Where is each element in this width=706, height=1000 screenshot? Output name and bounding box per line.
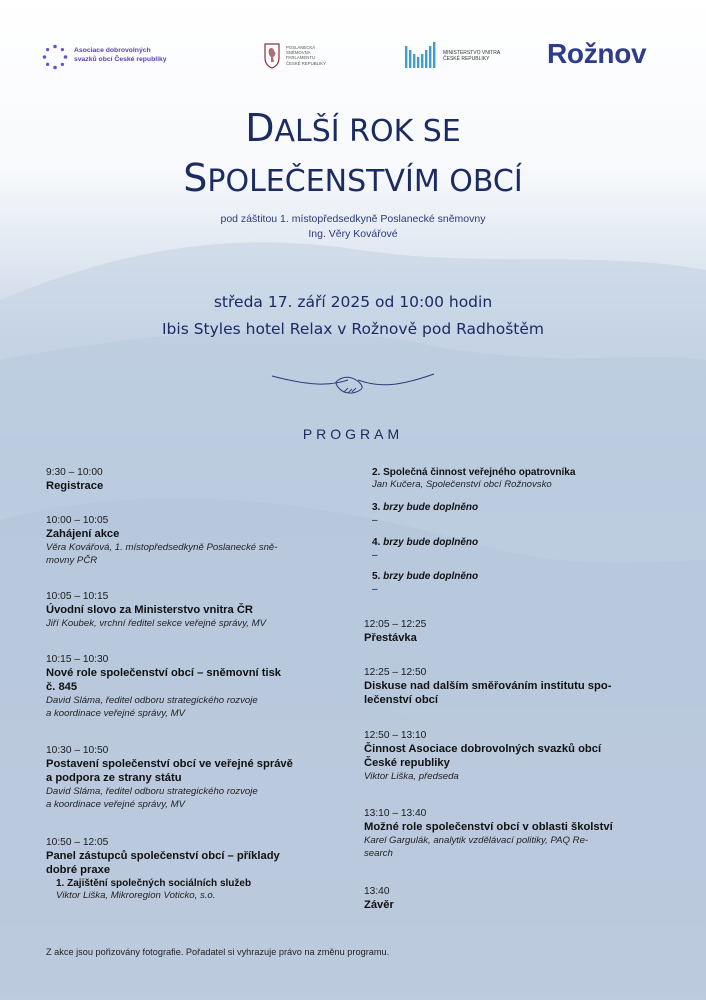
- program-heading: PROGRAM: [302, 426, 404, 442]
- item-time: 9:30 – 10:00: [46, 467, 103, 478]
- item-speaker: David Sláma, ředitel odboru strategického rozvoje: [46, 695, 258, 706]
- program-item: [46, 514, 346, 567]
- item-title: Panel zástupců společenství obcí – příklady: [46, 850, 280, 862]
- panel-subitem-speaker: Jan Kučera, Společenství obcí Rožnovsko: [372, 479, 552, 490]
- panel-subitem-speaker: Viktor Liška, Mikroregion Voticko, s.o.: [56, 890, 216, 901]
- subitem-number: 3.: [372, 502, 381, 513]
- association-name-line2: svazků obcí České republiky: [74, 55, 167, 63]
- item-time: 10:00 – 10:05: [46, 515, 109, 526]
- program-item: [364, 885, 664, 912]
- item-title: Přestávka: [364, 632, 417, 644]
- item-time: 13:10 – 13:40: [364, 808, 427, 819]
- program-item: [46, 590, 346, 630]
- parliament-name-line3: PARLAMENTU: [286, 55, 316, 61]
- panel-subitem: 1. Zajištění společných sociálních služeb: [56, 878, 252, 889]
- item-title: Možné role společenství obcí v oblasti školství: [364, 821, 613, 833]
- handshake-icon: [270, 366, 436, 402]
- item-time: 13:40: [364, 886, 390, 897]
- panel-subitem: [364, 466, 672, 491]
- item-speaker: search: [364, 848, 393, 859]
- subitem-dash: –: [372, 584, 378, 595]
- title-line1: DALŠÍ ROK SE: [245, 106, 461, 150]
- item-title: Nové role společenství obcí – sněmovní tisk: [46, 667, 282, 679]
- subitem-dash: –: [372, 550, 378, 561]
- subitem-placeholder: brzy bude doplněno: [383, 502, 479, 513]
- item-time: 12:25 – 12:50: [364, 667, 427, 678]
- panel-subitem: [364, 570, 672, 596]
- partner-logos: [0, 38, 706, 78]
- footer-note: Z akce jsou pořizovány fotografie. Pořadatel si vyhrazuje právo na změnu programu.: [46, 947, 390, 957]
- item-speaker: David Sláma, ředitel odboru strategického rozvoje: [46, 786, 258, 797]
- item-time: 12:05 – 12:25: [364, 619, 427, 630]
- item-title: Činnost Asociace dobrovolných svazků obcí: [364, 743, 602, 755]
- program-item: [46, 744, 346, 811]
- subitem-number: 5.: [372, 571, 381, 582]
- program-item: [46, 653, 346, 720]
- ministry-name-line2: ČESKÉ REPUBLIKY: [443, 56, 490, 62]
- subitem-placeholder: brzy bude doplněno: [383, 571, 479, 582]
- association-logo: [42, 42, 212, 72]
- item-title: č. 845: [46, 681, 78, 693]
- item-speaker: movny PČR: [46, 555, 98, 566]
- event-date: středa 17. září 2025 od 10:00 hodin: [213, 293, 493, 311]
- item-speaker: Jiří Koubek, vrchní ředitel sekce veřejné správy, MV: [46, 618, 267, 629]
- program-item: [364, 666, 664, 707]
- item-title: Postavení společenství obcí ve veřejné správě: [46, 758, 293, 770]
- item-title: Úvodní slovo za Ministerstvo vnitra ČR: [46, 604, 254, 616]
- parliament-name-line4: ČESKÉ REPUBLIKY: [286, 60, 326, 66]
- parliament-logo: [261, 40, 331, 76]
- subitem-placeholder: brzy bude doplněno: [383, 537, 479, 548]
- subitem-number: 4.: [372, 537, 381, 548]
- item-title: Závěr: [364, 899, 394, 911]
- association-ring-icon: [42, 44, 68, 70]
- patronage-line1: pod záštitou 1. místopředsedkyně Poslanecké sněmovny: [220, 213, 486, 225]
- lion-emblem-icon: [261, 40, 283, 70]
- event-venue: Ibis Styles hotel Relax v Rožnově pod Radhoštěm: [161, 320, 544, 338]
- panel-subitem-title: 2. Společná činnost veřejného opatrovníka: [372, 467, 576, 478]
- item-time: 10:05 – 10:15: [46, 591, 109, 602]
- item-title: dobré praxe: [46, 864, 111, 876]
- item-speaker: Viktor Liška, předseda: [364, 771, 459, 782]
- item-title: lečenství obcí: [364, 694, 438, 706]
- item-time: 10:15 – 10:30: [46, 654, 109, 665]
- item-title: Zahájení akce: [46, 528, 120, 540]
- ministry-logo: [405, 40, 515, 70]
- program-item: [364, 729, 664, 783]
- ministry-bars-icon: [405, 42, 439, 68]
- association-name-line1: Asociace dobrovolných: [74, 47, 151, 54]
- item-speaker: a koordinace veřejné správy, MV: [46, 708, 185, 719]
- item-title: Diskuse nad dalším směřováním institutu spo-: [364, 680, 612, 692]
- item-speaker: Karel Gargulák, analytik vzdělávací politiky, PAQ Re-: [364, 835, 589, 846]
- item-time: 10:30 – 10:50: [46, 745, 109, 756]
- parliament-name-line1: POSLANECKÁ: [286, 45, 316, 50]
- patronage-line2: Ing. Věry Kovářové: [308, 228, 398, 240]
- item-speaker: a koordinace veřejné správy, MV: [46, 799, 185, 810]
- item-time: 10:50 – 12:05: [46, 837, 109, 848]
- item-title: a podpora ze strany státu: [46, 772, 182, 784]
- item-speaker: Věra Kovářová, 1. místopředsedkyně Poslanecké sně-: [46, 542, 278, 553]
- ministry-name-line1: MINISTERSTVO VNITRA: [443, 50, 501, 56]
- item-title: České republiky: [364, 757, 450, 769]
- panel-subitem: [364, 501, 672, 527]
- roznov-logo: Rožnov: [547, 38, 647, 69]
- subitem-dash: –: [372, 515, 378, 526]
- program-item: [46, 836, 346, 902]
- item-title: Registrace: [46, 480, 104, 492]
- program-item: [364, 618, 664, 645]
- item-time: 12:50 – 13:10: [364, 730, 427, 741]
- parliament-name-line2: SNĚMOVNA: [286, 50, 311, 56]
- program-item: [364, 807, 664, 860]
- title-line2: SPOLEČENSTVÍM OBCÍ: [183, 156, 523, 200]
- program-item: [46, 466, 346, 493]
- panel-subitem: [364, 536, 672, 562]
